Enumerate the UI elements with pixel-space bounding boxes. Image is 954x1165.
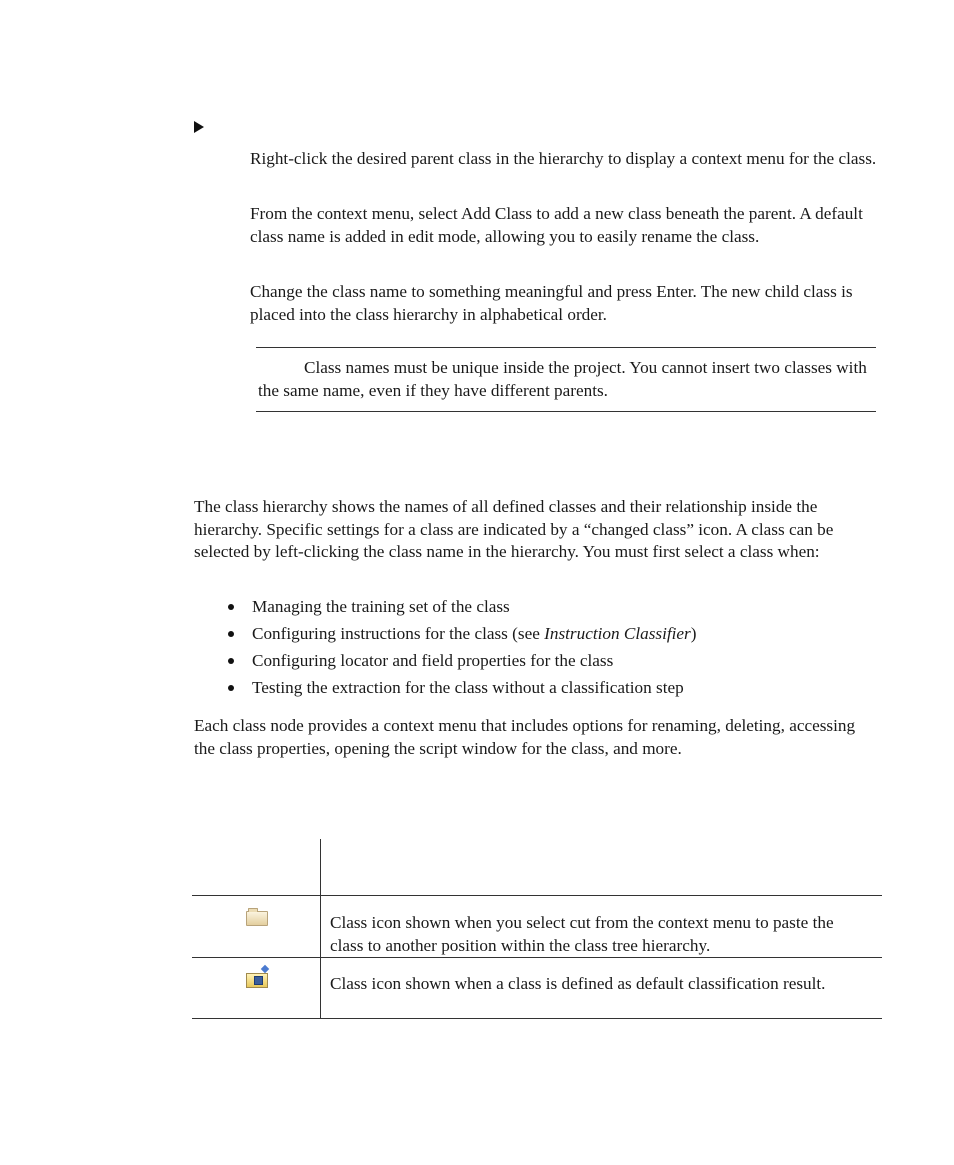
step-2: From the context menu, select Add Class to add a new class beneath the parent. A default class name is added in edit mode, allowing you to easily rename the class. [250,204,863,246]
bullet-item: Testing the extraction for the class without a classification step [194,677,884,704]
note-top-rule [256,347,876,348]
class-icon-table [192,839,882,1019]
cut-class-folder-icon [246,911,268,926]
note-text: Class names must be unique inside the project. You cannot insert two classes with the same name, even if they have different parents. [258,358,867,400]
instruction-classifier-reference[interactable]: Instruction Classifier [544,624,691,643]
table-row-rule [192,957,882,958]
table-bottom-rule [192,1018,882,1019]
table-header-rule [192,895,882,896]
row-description: Class icon shown when you select cut from the context menu to paste the class to another position within the class tree hierarchy. [330,913,834,955]
bullet-item: Configuring locator and field properties for the class [194,650,884,677]
sparkle-icon [261,965,269,973]
step-3: Change the class name to something meaningful and press Enter. The new child class is placed into the class hierarchy in alphabetical order. [250,282,853,324]
row-description: Class icon shown when a class is defined as default classification result. [330,974,826,993]
default-class-folder-icon [246,973,268,988]
hierarchy-intro: The class hierarchy shows the names of all defined classes and their relationship inside the hierarchy. Specific settings for a class are indicated by a “changed class” icon. A class can be selected by left-clicking the class name in the hierarchy. You must first select a class when: [194,497,834,561]
selection-bullet-list [194,596,884,704]
table-column-divider [320,839,321,1019]
bullet-item: Managing the training set of the class [194,596,884,623]
note-bottom-rule [256,411,876,412]
procedure-arrow-icon [194,121,204,133]
bullet-item: Configuring instructions for the class (see Instruction Classifier) [194,623,884,650]
step-1: Right-click the desired parent class in the hierarchy to display a context menu for the class. [250,149,877,168]
context-menu-paragraph: Each class node provides a context menu that includes options for renaming, deleting, accessing the class properties, opening the script window for the class, and more. [194,716,856,758]
